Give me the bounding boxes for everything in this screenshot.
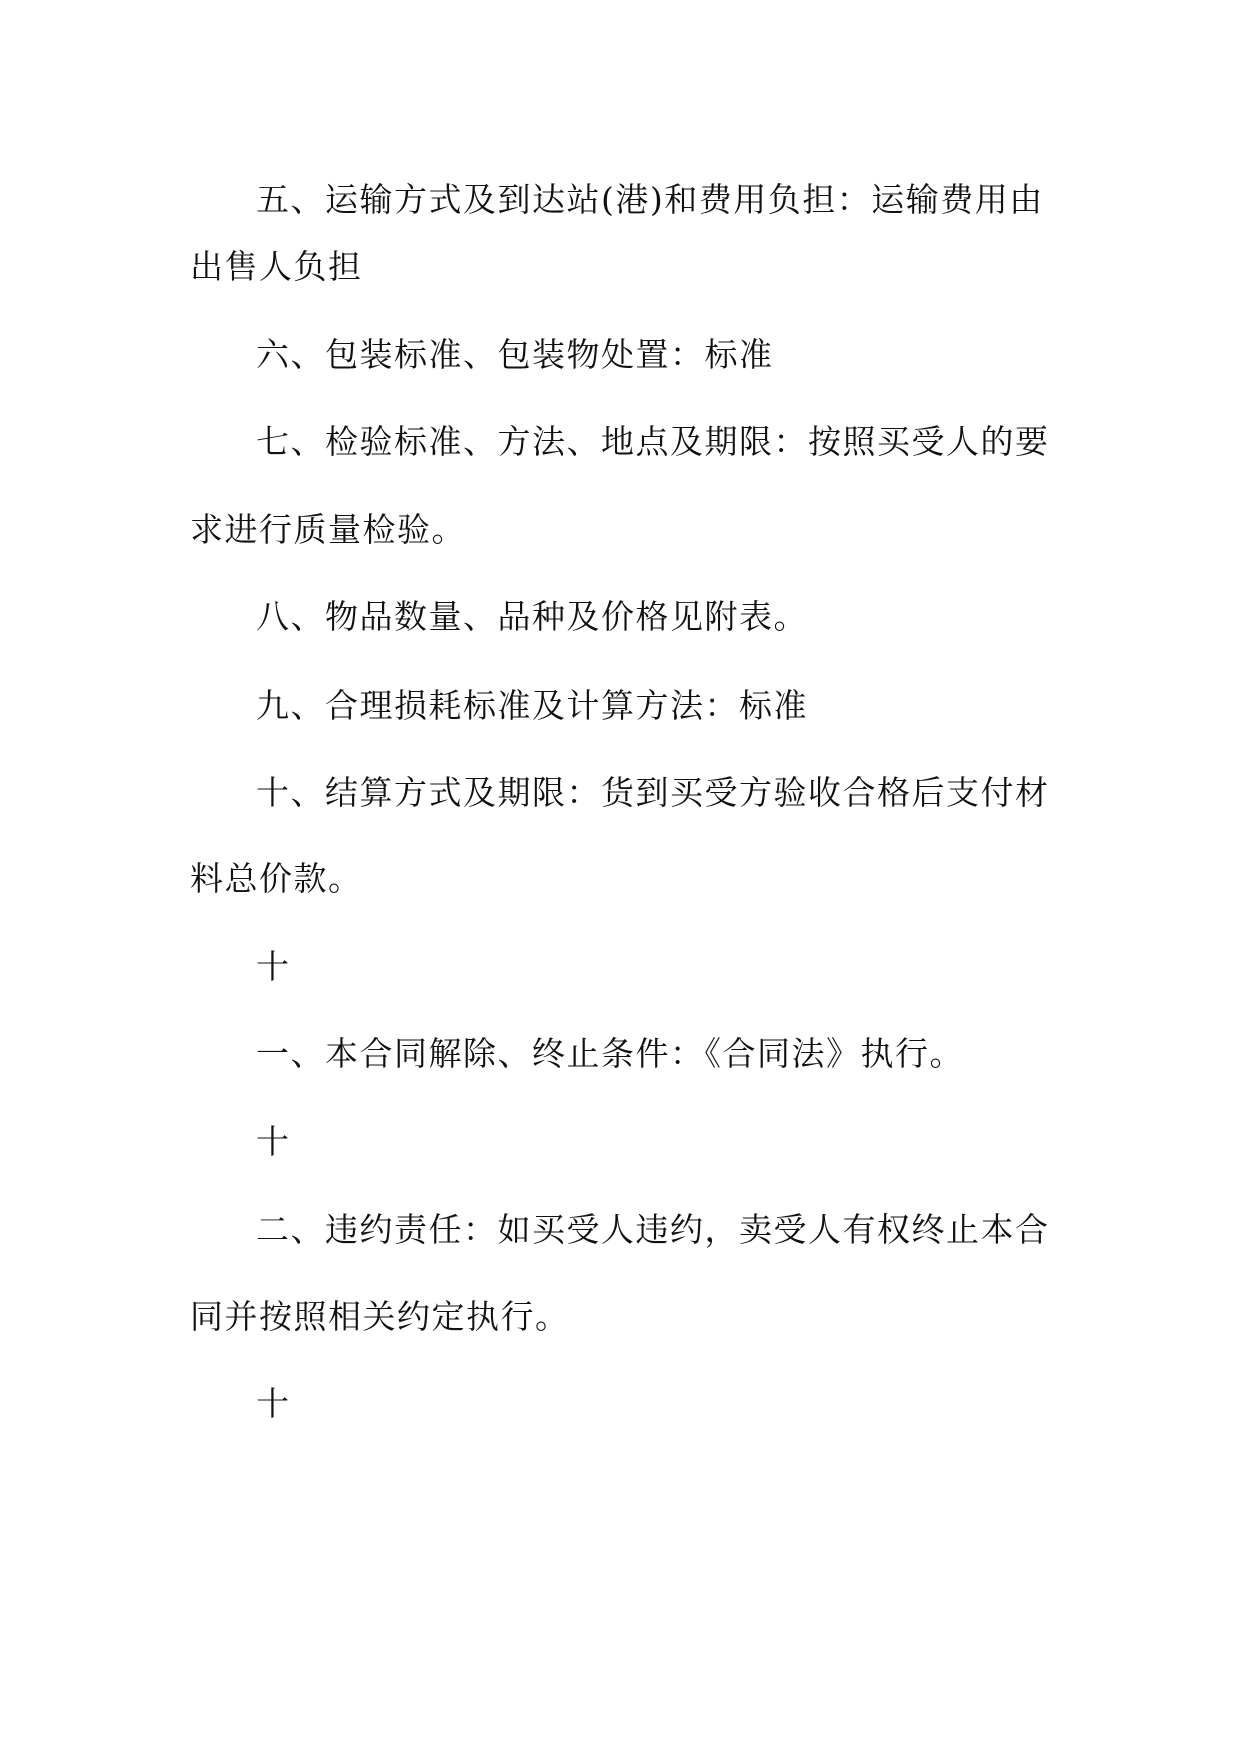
clause-5-line-1: 五、运输方式及到达站(港)和费用负担：运输费用由	[256, 180, 1044, 219]
clause-12-numeral: 十	[256, 1122, 291, 1161]
clause-6: 六、包装标准、包装物处置：标准	[256, 335, 774, 374]
clause-8: 八、物品数量、品种及价格见附表。	[256, 597, 808, 636]
clause-11: 一、本合同解除、终止条件：《合同法》执行。	[256, 1034, 964, 1073]
clause-13-numeral: 十	[256, 1384, 291, 1423]
clause-9: 九、合理损耗标准及计算方法：标准	[256, 686, 808, 725]
clause-10-line-1: 十、结算方式及期限：货到买受方验收合格后支付材	[256, 773, 1050, 812]
clause-12-line-1: 二、违约责任：如买受人违约，卖受人有权终止本合	[256, 1210, 1050, 1249]
clause-7-line-2: 求进行质量检验。	[190, 510, 466, 549]
clause-10-line-2: 料总价款。	[190, 859, 363, 898]
clause-12-line-2: 同并按照相关约定执行。	[190, 1297, 570, 1336]
clause-5-line-2: 出售人负担	[190, 247, 363, 286]
clause-11-numeral: 十	[256, 947, 291, 986]
clause-7-line-1: 七、检验标准、方法、地点及期限：按照买受人的要	[256, 422, 1050, 461]
